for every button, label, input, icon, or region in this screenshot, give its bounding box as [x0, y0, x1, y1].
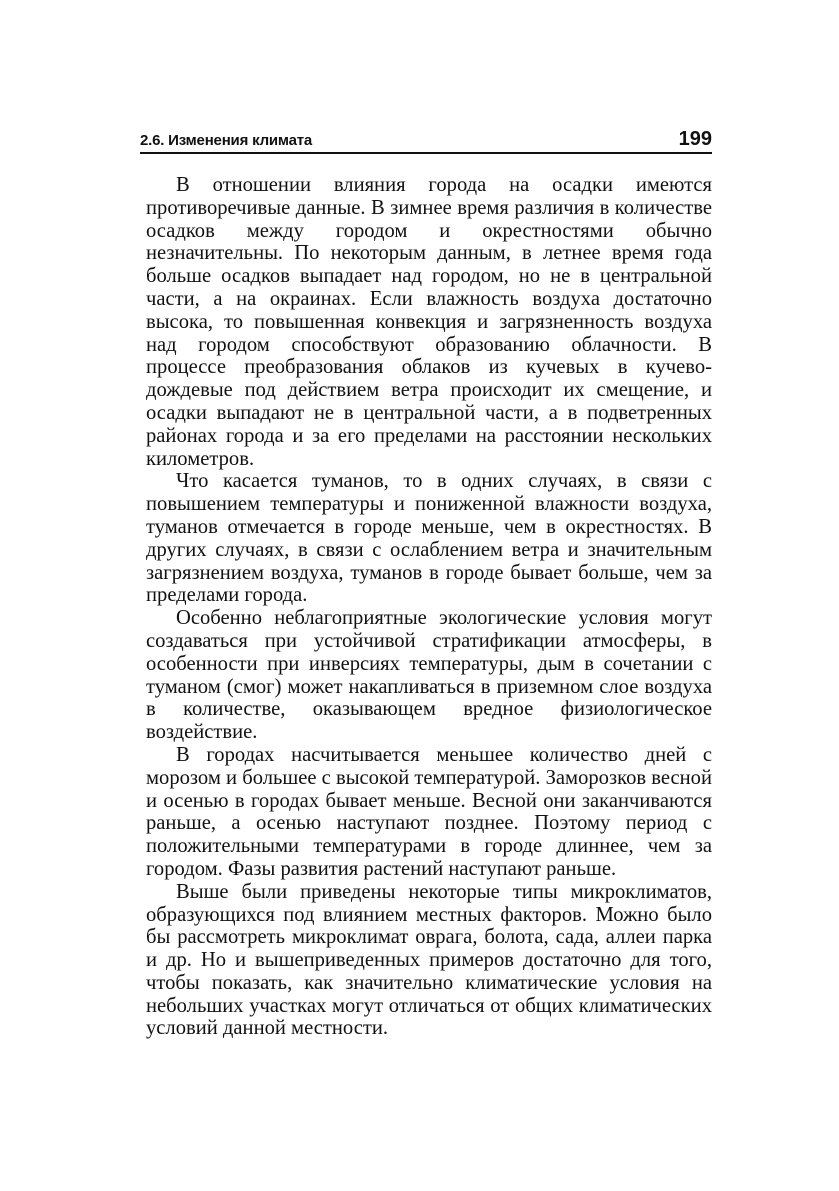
- body-text: [146, 174, 712, 1040]
- page-number: 199: [678, 128, 712, 150]
- paragraph: Особенно неблагоприятные экологические условия могут создаваться при устойчивой стратификации атмосферы, в особенности при инверсиях температуры, дым в сочетании с туманом (смог) может накапливаться в приземном слое воздуха в количестве, оказывающем вредное физиологическое воздействие.: [146, 607, 712, 744]
- section-title: 2.6. Изменения климата: [140, 132, 313, 149]
- running-head: [140, 128, 712, 154]
- paragraph: В отношении влияния города на осадки имеются противоречивые данные. В зимнее время различия в количестве осадков между городом и окрестностями обычно незначительны. По некоторым данным, в летнее время года больше осадков выпадает над городом, но не в центральной части, а на окраинах. Если влажность воздуха достаточно высока, то повышенная конвекция и загрязненность воздуха над городом способствуют образованию облачности. В процессе преобразования облаков из кучевых в кучево-дождевые под действием ветра происходит их смещение, и осадки выпадают не в центральной части, а в подветренных районах города и за его пределами на расстоянии нескольких километров.: [146, 174, 712, 470]
- paragraph: В городах насчитывается меньшее количество дней с морозом и большее с высокой температурой. Заморозков весной и осенью в городах бывает меньше. Весной они заканчиваются раньше, а осенью наступают позднее. Поэтому период с положительными температурами в городе длиннее, чем за городом. Фазы развития растений наступают раньше.: [146, 743, 712, 880]
- paragraph: Выше были приведены некоторые типы микроклиматов, образующихся под влиянием местных факторов. Можно было бы рассмотреть микроклимат оврага, болота, сада, аллеи парка и др. Но и вышеприведенных примеров достаточно для того, чтобы показать, как значительно климатические условия на небольших участках могут отличаться от общих климатических условий данной местности.: [146, 880, 712, 1040]
- paragraph: Что касается туманов, то в одних случаях, в связи с повышением температуры и пониженной влажности воздуха, туманов отмечается в городе меньше, чем в окрестностях. В других случаях, в связи с ослаблением ветра и значительным загрязнением воздуха, туманов в городе бывает больше, чем за пределами города.: [146, 470, 712, 607]
